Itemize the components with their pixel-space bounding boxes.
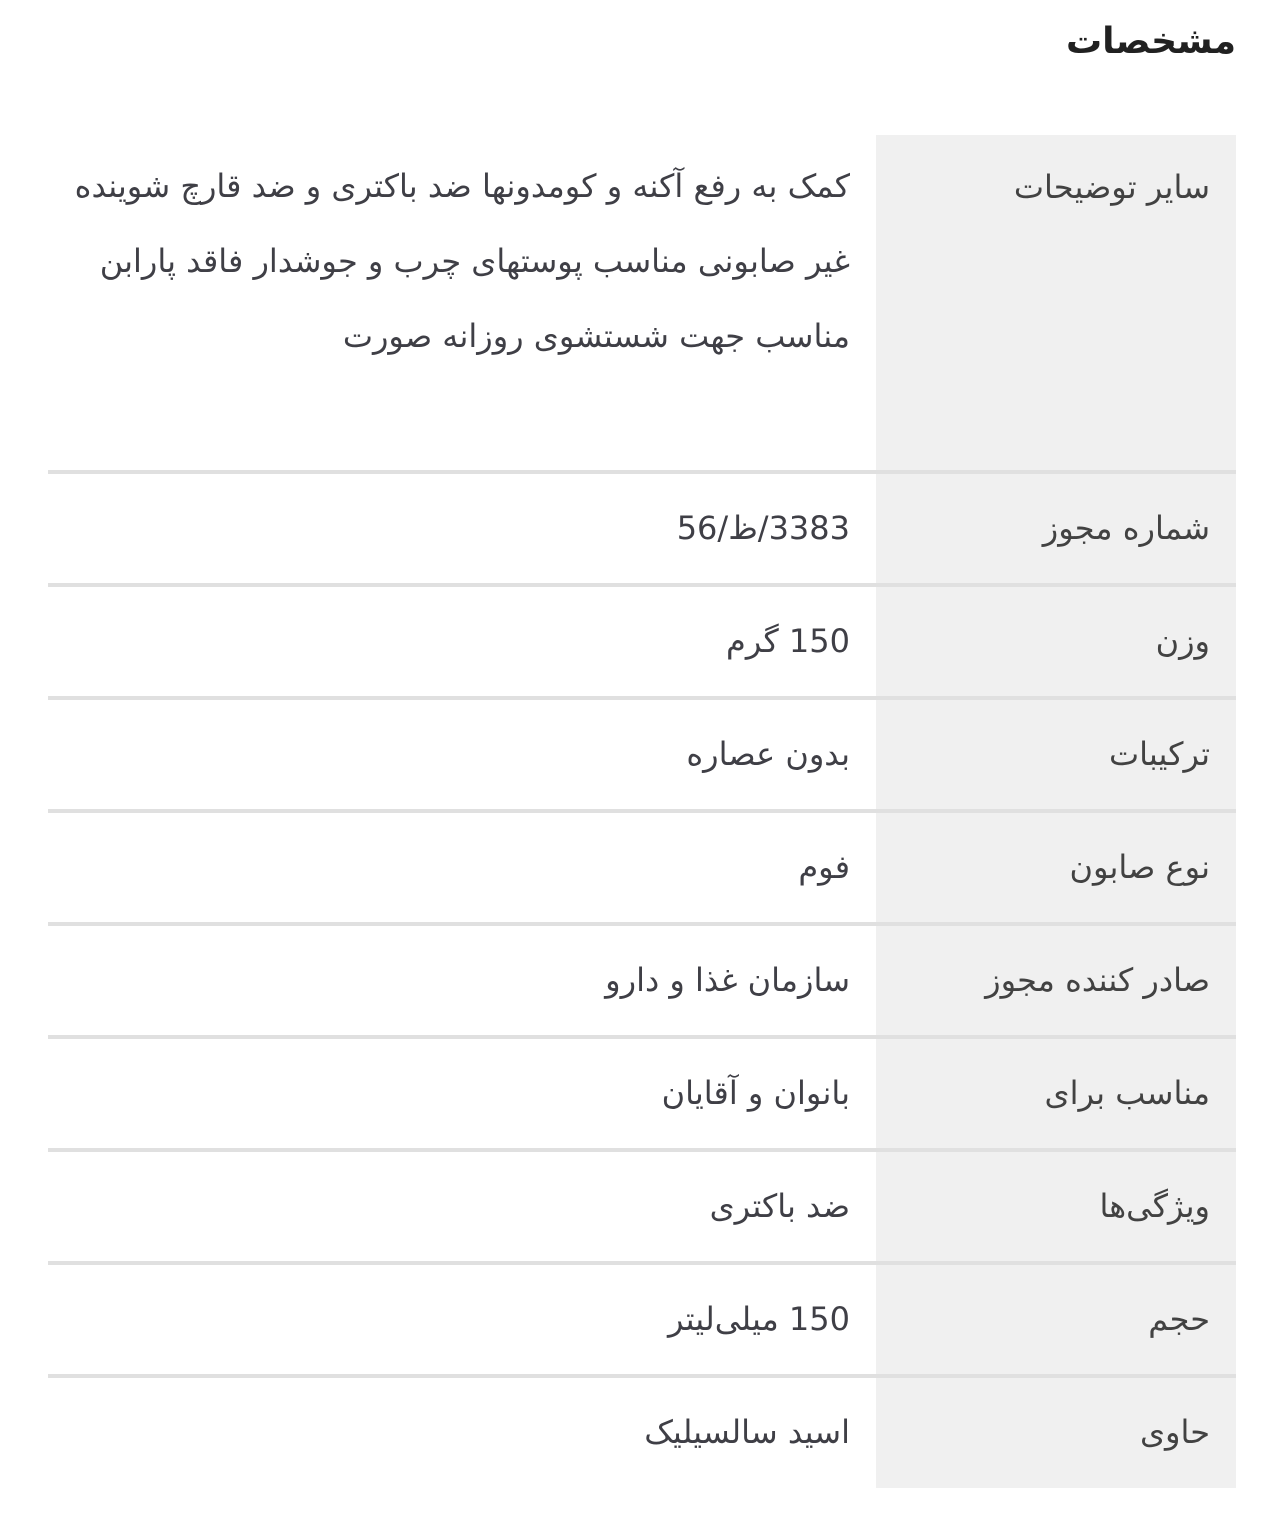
spec-value: بدون عصاره [686,735,850,773]
spec-key: حجم [876,1265,1236,1374]
spec-row-weight [48,583,1236,696]
spec-value: 150 گرم [726,622,850,660]
spec-key: سایر توضیحات [876,135,1236,470]
spec-value: ضد باکتری [709,1187,850,1225]
spec-key: صادر کننده مجوز [876,926,1236,1035]
specifications-table [48,135,1236,1488]
spec-value: 3383/ظ/56 [676,509,850,547]
spec-row-suitable-for [48,1035,1236,1148]
spec-row-contains [48,1374,1236,1488]
spec-row-description [48,135,1236,470]
spec-row-features [48,1148,1236,1261]
spec-value: بانوان و آقایان [661,1074,850,1112]
spec-key: شماره مجوز [876,474,1236,583]
spec-key: مناسب برای [876,1039,1236,1148]
spec-key: وزن [876,587,1236,696]
spec-row-soap-type [48,809,1236,922]
spec-value: 150 میلی‌لیتر [667,1300,850,1338]
spec-key: نوع صابون [876,813,1236,922]
spec-row-license-number [48,470,1236,583]
spec-row-license-issuer [48,922,1236,1035]
spec-row-volume [48,1261,1236,1374]
spec-key: ویژگی‌ها [876,1152,1236,1261]
spec-value: کمک به رفع آکنه و کومدونها ضد باکتری و ضد قارچ شوینده غیر صابونی مناسب پوستهای چرب و جوشدار فاقد پارابن مناسب جهت شستشوی روزانه صورت [74,167,850,355]
spec-row-ingredients [48,696,1236,809]
spec-key: ترکیبات [876,700,1236,809]
spec-value: اسید سالسیلیک [644,1413,850,1451]
section-title: مشخصات [1065,21,1236,62]
spec-key: حاوی [876,1378,1236,1488]
spec-value: فوم [798,848,850,886]
spec-value: سازمان غذا و دارو [605,961,850,999]
